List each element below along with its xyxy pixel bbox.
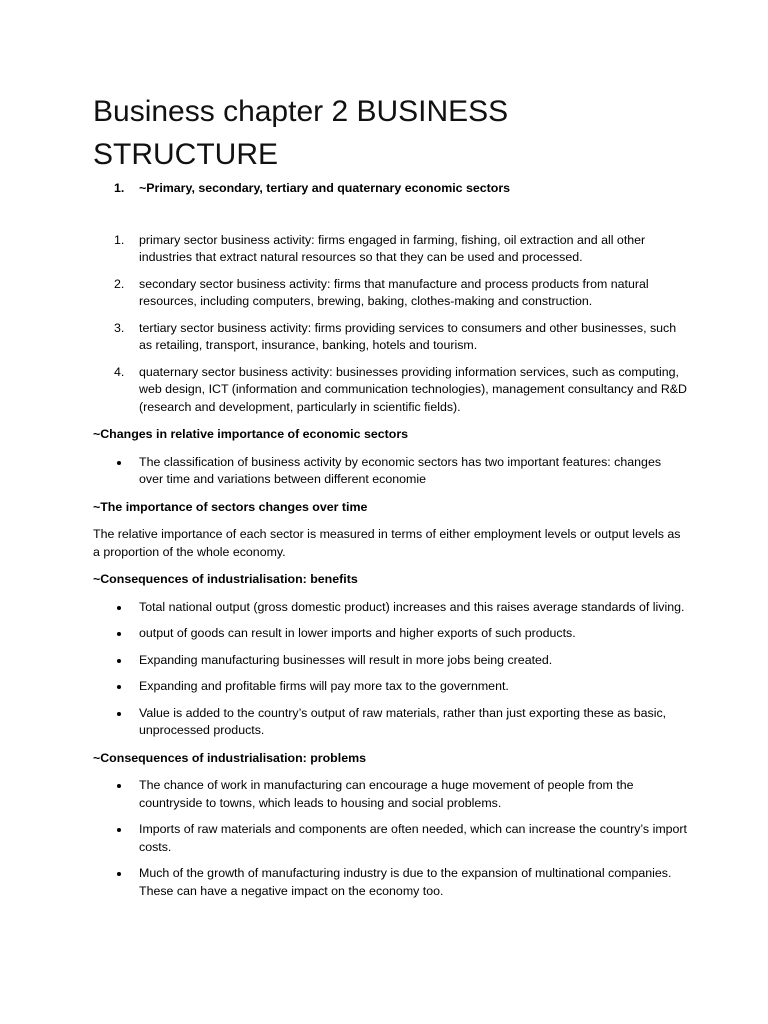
list-text: The chance of work in manufacturing can encourage a huge movement of people from the countryside to towns, which leads to housing and social problems. xyxy=(139,778,634,810)
section-heading-benefits: ~Consequences of industrialisation: benefits xyxy=(93,572,358,586)
benefits-bullets xyxy=(93,599,688,740)
bullet-icon xyxy=(117,712,121,716)
list-item xyxy=(93,599,688,617)
list-text: Total national output (gross domestic product) increases and this raises average standards of living. xyxy=(139,599,685,614)
list-item xyxy=(93,652,688,670)
list-number: 4. xyxy=(114,364,125,379)
list-number: 1. xyxy=(114,232,125,247)
section-heading-over-time: ~The importance of sectors changes over time xyxy=(93,499,368,514)
list-text: secondary sector business activity: firms that manufacture and process products from natural resources, including computers, brewing, baking, clothes-making and construction. xyxy=(139,276,649,308)
problems-bullets xyxy=(93,777,688,900)
list-item xyxy=(93,865,688,900)
list-number: 2. xyxy=(114,276,125,291)
list-item xyxy=(93,232,688,267)
list-item xyxy=(93,276,688,311)
list-item xyxy=(93,364,688,417)
list-item xyxy=(93,625,688,643)
bullet-icon xyxy=(117,784,121,788)
list-item xyxy=(93,180,688,198)
list-text: Much of the growth of manufacturing industry is due to the expansion of multinational companies. These can have a negative impact on the economy too. xyxy=(139,866,672,898)
list-item xyxy=(93,320,688,355)
list-text: ~Primary, secondary, tertiary and quaternary economic sectors xyxy=(139,181,511,195)
changes-bullets xyxy=(93,454,688,489)
list-text: output of goods can result in lower imports and higher exports of such products. xyxy=(139,626,576,640)
list-number: 3. xyxy=(114,320,125,335)
list-item xyxy=(93,777,688,812)
list-text: The classification of business activity by economic sectors has two important features: changes over time and variations between different economie xyxy=(139,454,662,486)
bullet-icon xyxy=(117,606,121,610)
bullet-icon xyxy=(117,461,121,465)
paragraph-over-time: The relative importance of each sector is measured in terms of either employment levels or output levels as a proportion of the whole economy. xyxy=(93,527,681,559)
list-text: primary sector business activity: firms engaged in farming, fishing, oil extraction and all other industries that extract natural resources so that they can be used and processed. xyxy=(139,232,646,264)
list-text: quaternary sector business activity: businesses providing information services, such as computing, web design, ICT (information and communication technologies), management consultancy and R&D (research and development, particularly in scientific fields). xyxy=(139,364,688,414)
list-number: 1. xyxy=(114,181,125,195)
list-item xyxy=(93,454,688,489)
page-title: Business chapter 2 BUSINESS STRUCTURE xyxy=(93,95,509,171)
bullet-icon xyxy=(117,828,121,832)
bullet-icon xyxy=(117,659,121,663)
list-text: Expanding manufacturing businesses will result in more jobs being created. xyxy=(139,652,553,667)
list-item xyxy=(93,678,688,696)
list-text: Value is added to the country’s output of raw materials, rather than just exporting these as basic, unprocessed products. xyxy=(139,705,667,737)
list-text: tertiary sector business activity: firms providing services to consumers and other businesses, such as retailing, transport, insurance, banking, hotels and tourism. xyxy=(139,320,677,352)
list-text: Imports of raw materials and components are often needed, which can increase the country’s import costs. xyxy=(139,822,687,854)
sector-list xyxy=(93,232,688,417)
bullet-icon xyxy=(117,685,121,689)
list-item xyxy=(93,821,688,856)
section-heading-problems: ~Consequences of industrialisation: problems xyxy=(93,750,366,765)
bullet-icon xyxy=(117,632,121,636)
section-heading-changes: ~Changes in relative importance of economic sectors xyxy=(93,427,409,441)
intro-list xyxy=(93,180,688,198)
list-text: Expanding and profitable firms will pay more tax to the government. xyxy=(139,679,509,693)
bullet-icon xyxy=(117,872,121,876)
list-item xyxy=(93,705,688,740)
